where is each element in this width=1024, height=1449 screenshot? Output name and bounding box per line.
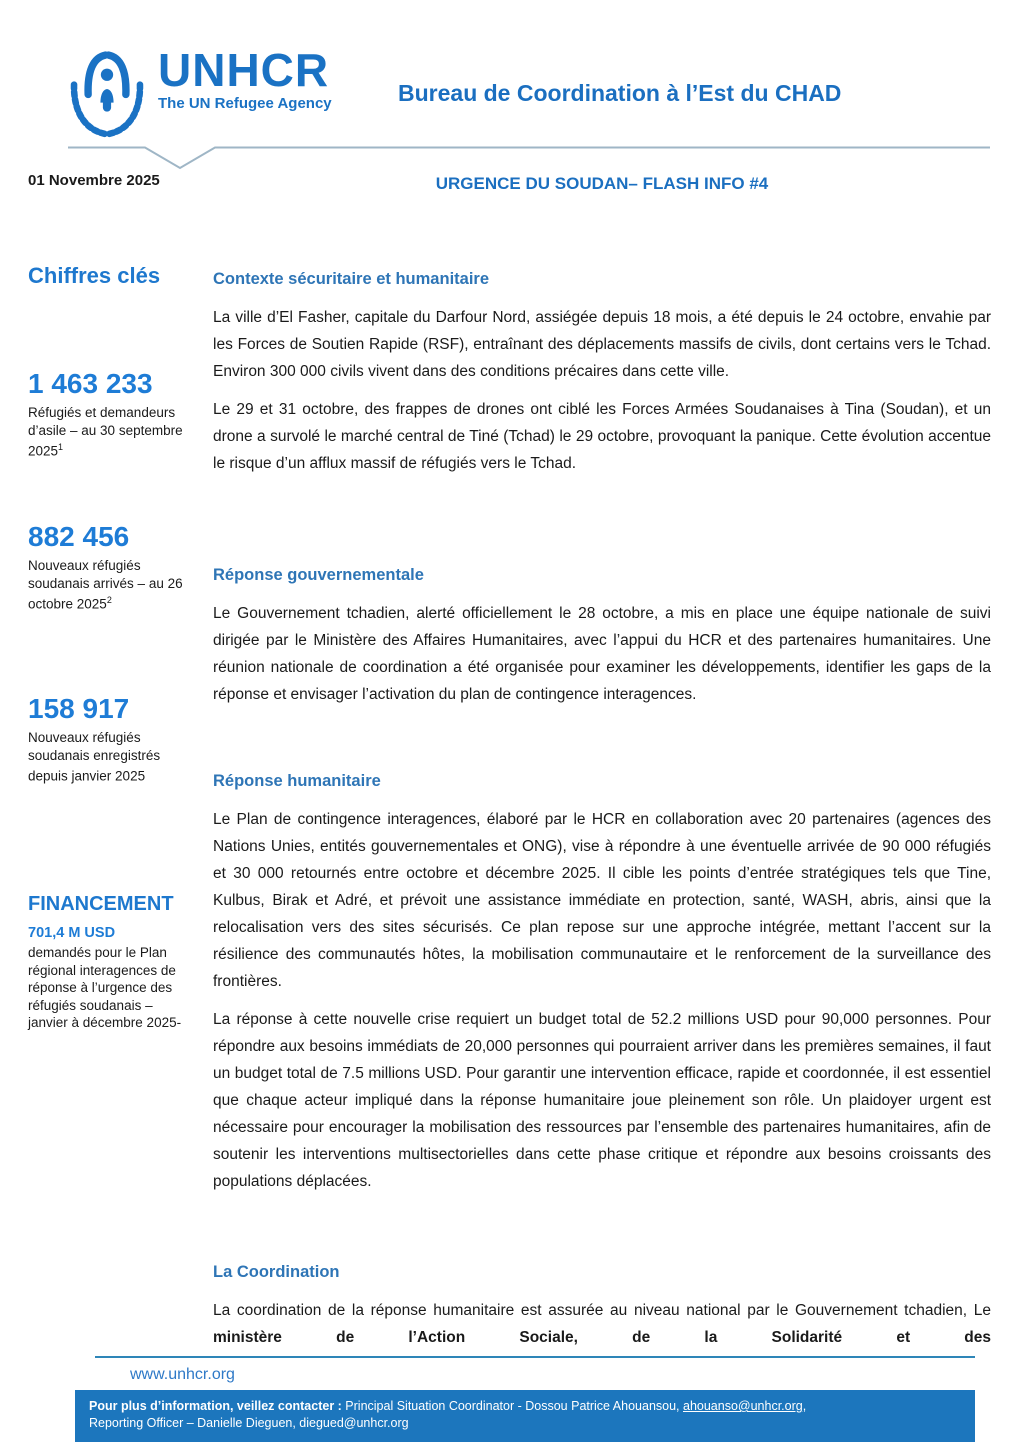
stat-label: Nouveaux réfugiés soudanais enregistrés depuis janvier 2025 [28, 730, 161, 784]
footer-divider [95, 1356, 975, 1358]
contact-line-2: Reporting Officer – Danielle Dieguen, diegued@unhcr.org [89, 1416, 409, 1430]
paragraph: La ville d’El Fasher, capitale du Darfour Nord, assiégée depuis 18 mois, a été depuis le 24 octobre, envahie par les Forces de Soutien Rapide (RSF), entraînant des déplacements massifs de civils, dont certains vers le Tchad. Environ 300 000 civils vivent dans des conditions précaires dans cette ville. [213, 309, 991, 380]
document-title: Bureau de Coordination à l’Est du CHAD [398, 80, 842, 106]
flash-info-subtitle: URGENCE DU SOUDAN– FLASH INFO #4 [435, 174, 769, 193]
paragraph: La réponse à cette nouvelle crise requiert un budget total de 52.2 millions USD pour 90,000 personnes. Pour répondre aux besoins immédiats de 20,000 personnes qui pourraient arriver dans les premières semaines, il faut un budget total de 7.5 millions USD. Pour garantir une intervention efficace, rapide et coordonnée, il est essentiel que chaque acteur impliqué dans la réponse humanitaire joue pleinement son rôle. Un plaidoyer urgent est nécessaire pour encourager la mobilisation des ressources par l’ensemble des partenaires humanitaires, afin de soutenir les interventions multisectorielles dans cette phase critique et répondre aux besoins croissants des populations déplacées. [213, 1011, 991, 1190]
paragraph-bold-run: ministère de l’Action Sociale, de la Solidarité et des [213, 1329, 991, 1346]
section-security-context [213, 270, 991, 488]
stat-value: 1 463 233 [28, 368, 153, 399]
stat-label: Nouveaux réfugiés soudanais arrivés – au 26 octobre 2025$^2$ [28, 558, 183, 612]
contact-label: Pour plus d’information, veillez contacter : [89, 1399, 342, 1413]
funding-heading: FINANCEMENT [28, 893, 174, 915]
unhcr-logo [66, 42, 332, 142]
section-heading: Contexte sécuritaire et humanitaire [213, 270, 490, 288]
paragraph: Le 29 et 31 octobre, des frappes de drones ont ciblé les Forces Armées Soudanaises à Tina (Soudan), et un drone a survolé le marché central de Tiné (Tchad) le 29 octobre, provoquant la panique. Cette évolution accentue le risque d’un afflux massif de réfugiés vers le Tchad. [213, 401, 991, 472]
paragraph [213, 1297, 991, 1351]
contact-line-1 [89, 1398, 961, 1415]
section-heading: Réponse gouvernementale [213, 566, 424, 584]
logo-tagline: The UN Refugee Agency [158, 95, 332, 112]
coordinator-email-link[interactable]: ahouanso@unhcr.org [683, 1399, 803, 1413]
stat-new-arrivals [28, 521, 192, 613]
stat-value: 882 456 [28, 521, 130, 552]
footnote-marker: 1 [58, 442, 64, 452]
funding-amount: 701,4 M USD [28, 925, 116, 941]
stat-label: Réfugiés et demandeurs d’asile – au 30 septembre 2025$^1$ [28, 405, 183, 459]
contact-text: Principal Situation Coordinator - Dossou Patrice Ahouansou, [341, 1399, 683, 1413]
issue-date: 01 Novembre 2025 [28, 172, 160, 189]
key-figures-heading: Chiffres clés [28, 263, 161, 288]
stat-registered [28, 693, 192, 785]
funding-label: demandés pour le Plan régional interagences de réponse à l’urgence des réfugiés soudanais – janvier à décembre 2025- [28, 945, 182, 1030]
unhcr-website-link[interactable]: www.unhcr.org [130, 1366, 235, 1383]
logo-text [158, 44, 332, 112]
section-heading: Réponse humanitaire [213, 772, 381, 790]
section-government-response [213, 566, 991, 719]
chevron-divider-icon [68, 146, 990, 177]
stat-refugees-asylum [28, 368, 192, 460]
footnote-marker: 2 [106, 595, 112, 605]
stat-value: 158 917 [28, 693, 130, 724]
paragraph: Le Plan de contingence interagences, élaboré par le HCR en collaboration avec 20 partenaires (agences des Nations Unies, entités gouvernementales et ONG), vise à répondre à une éventuelle arrivée de 90 000 réfugiés et 30 000 retournés entre octobre et décembre 2025. Il cible les points d’entrée stratégiques tels que Tine, Kulbus, Birak et Adré, et prévoit une assistance immédiate en protection, santé, WASH, abris, ainsi que la relocalisation vers des sites sécurisés. Ce plan repose sur une approche intégrée, mettant l’accent sur la résilience des communautés hôtes, la mobilisation communautaire et le renforcement de la surveillance des frontières. [213, 811, 991, 990]
contact-comma: , [802, 1399, 807, 1413]
section-humanitarian-response [213, 772, 991, 1206]
contact-banner [75, 1390, 975, 1442]
unhcr-emblem-icon [66, 42, 148, 142]
logo-acronym: UNHCR [158, 44, 330, 96]
funding-block [28, 893, 194, 1032]
paragraph-lead: La coordination de la réponse humanitaire est assurée au niveau national par le Gouvernement tchadien, Le [213, 1302, 991, 1319]
section-coordination [213, 1263, 991, 1362]
paragraph: Le Gouvernement tchadien, alerté officiellement le 28 octobre, a mis en place une équipe nationale de suivi dirigée par le Ministère des Affaires Humanitaires, avec l’appui du HCR et des partenaires humanitaires. Une réunion nationale de coordination a été organisée pour examiner les développements, identifier les gaps de la réponse et envisager l’activation du plan de contingence interagences. [213, 605, 991, 703]
section-heading: La Coordination [213, 1263, 340, 1281]
